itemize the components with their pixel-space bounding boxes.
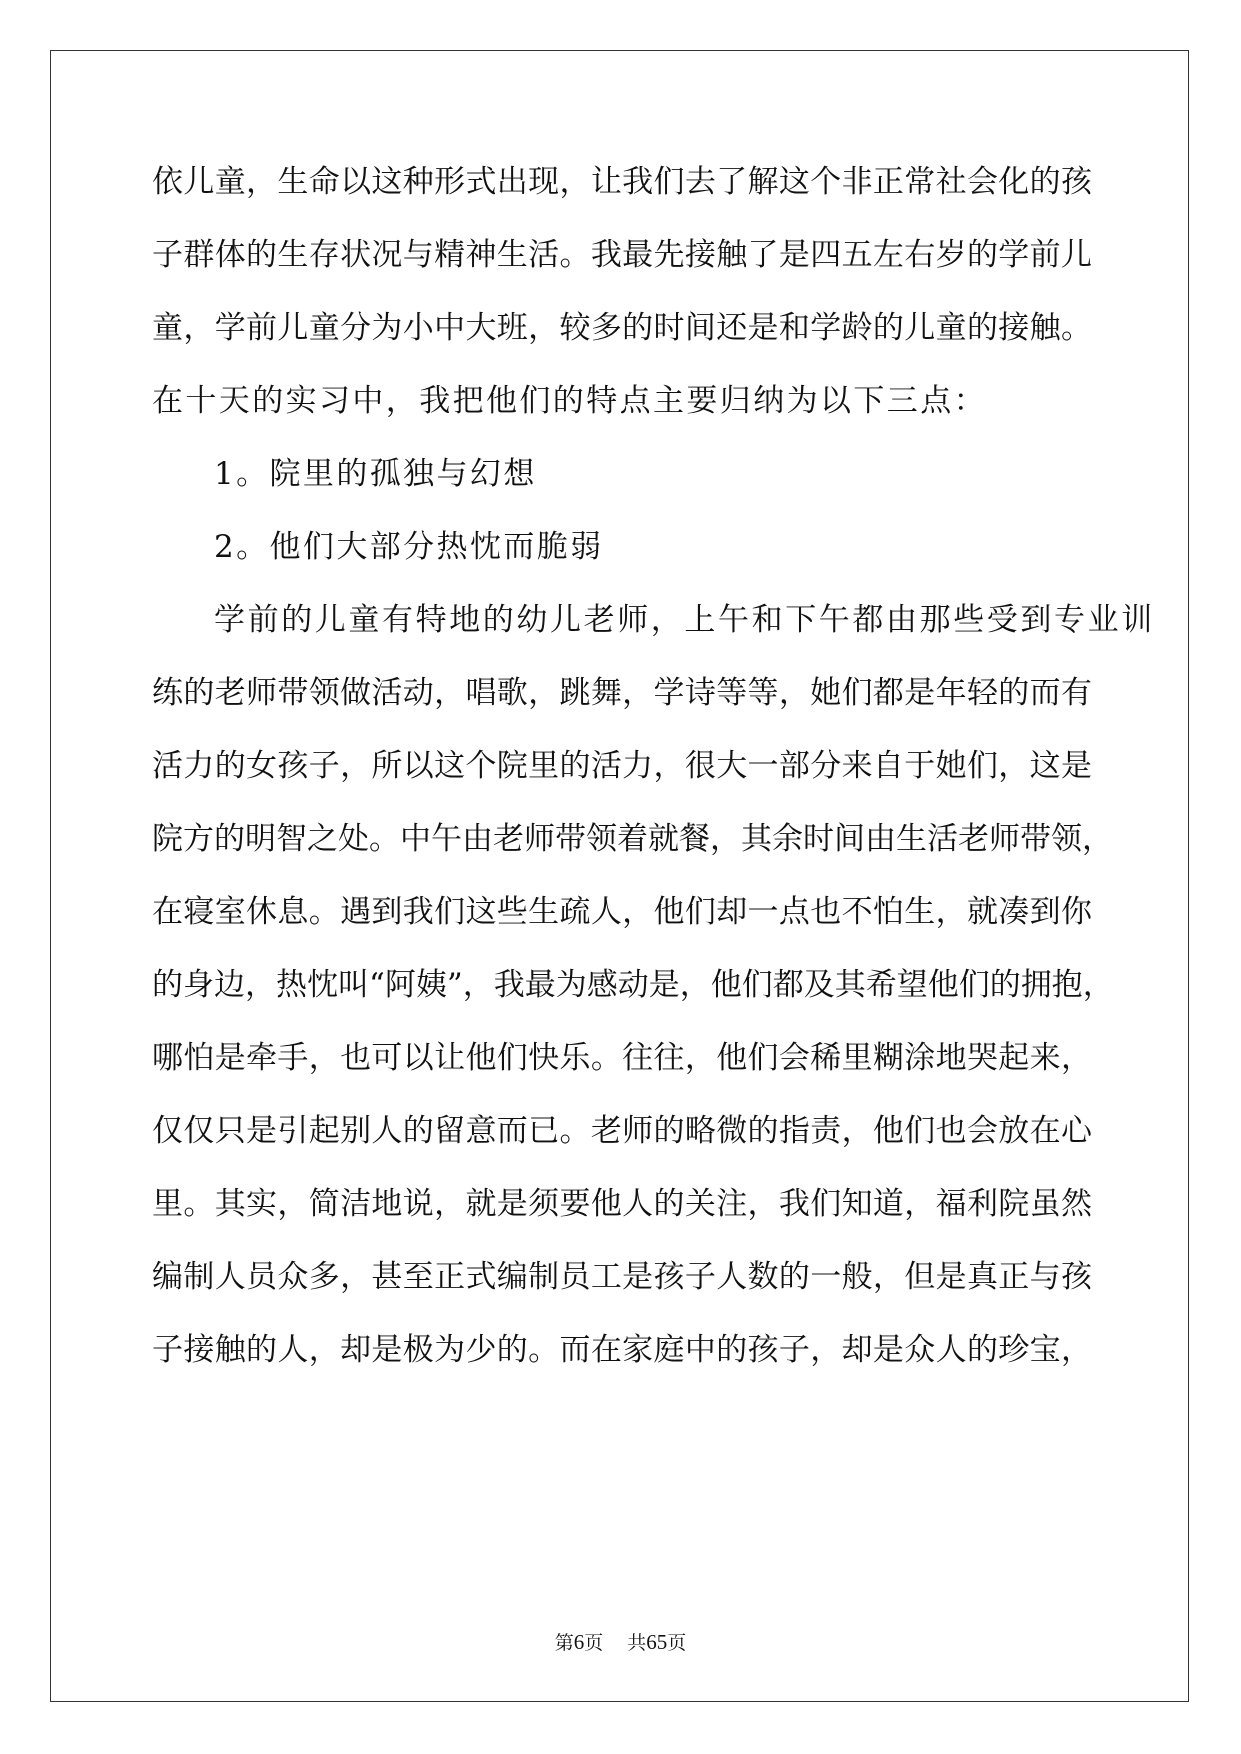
text-line: 里。其实，简洁地说，就是须要他人的关注，我们知道，福利院虽然 [152, 1186, 1092, 1222]
text-line: 子群体的生存状况与精神生活。我最先接触了是四五左右岁的学前儿 [152, 237, 1092, 273]
page-suffix: 页 [584, 1632, 604, 1654]
text-line: 在十天的实习中，我把他们的特点主要归纳为以下三点： [152, 383, 987, 419]
text-line: 童，学前儿童分为小中大班，较多的时间还是和学龄的儿童的接触。 [152, 310, 1092, 346]
total-prefix: 共 [627, 1632, 647, 1654]
text-line: 依儿童，生命以这种形式出现，让我们去了解这个非正常社会化的孩 [152, 164, 1092, 200]
list-item-2: 2。他们大部分热忱而脆弱 [214, 529, 604, 565]
text-line: 在寝室休息。遇到我们这些生疏人，他们却一点也不怕生，就凑到你 [152, 894, 1092, 930]
text-line: 活力的女孩子，所以这个院里的活力，很大一部分来自于她们，这是 [152, 748, 1092, 784]
text-line: 编制人员众多，甚至正式编制员工是孩子人数的一般，但是真正与孩 [152, 1259, 1092, 1295]
total-pages: 65 [646, 1630, 668, 1654]
page-number: 6 [573, 1630, 585, 1654]
paragraph-start: 学前的儿童有特地的幼儿老师，上午和下午都由那些受到专业训 [214, 602, 1155, 638]
page-prefix: 第 [554, 1632, 574, 1654]
text-line: 的身边，热忱叫“阿姨”，我最为感动是，他们都及其希望他们的拥抱， [152, 967, 1114, 1003]
text-line: 哪怕是牵手，也可以让他们快乐。往往，他们会稀里糊涂地哭起来， [152, 1040, 1092, 1076]
text-line: 院方的明智之处。中午由老师带领着就餐，其余时间由生活老师带领， [152, 821, 1113, 857]
page-footer [0, 1628, 1241, 1655]
text-line: 子接触的人，却是极为少的。而在家庭中的孩子，却是众人的珍宝， [152, 1332, 1092, 1368]
page-border [50, 50, 1189, 1702]
text-line: 仅仅只是引起别人的留意而已。老师的略微的指责，他们也会放在心 [152, 1113, 1092, 1149]
total-suffix: 页 [667, 1632, 687, 1654]
list-item-1: 1。院里的孤独与幻想 [214, 456, 537, 492]
text-line: 练的老师带领做活动，唱歌，跳舞，学诗等等，她们都是年轻的而有 [152, 675, 1092, 711]
